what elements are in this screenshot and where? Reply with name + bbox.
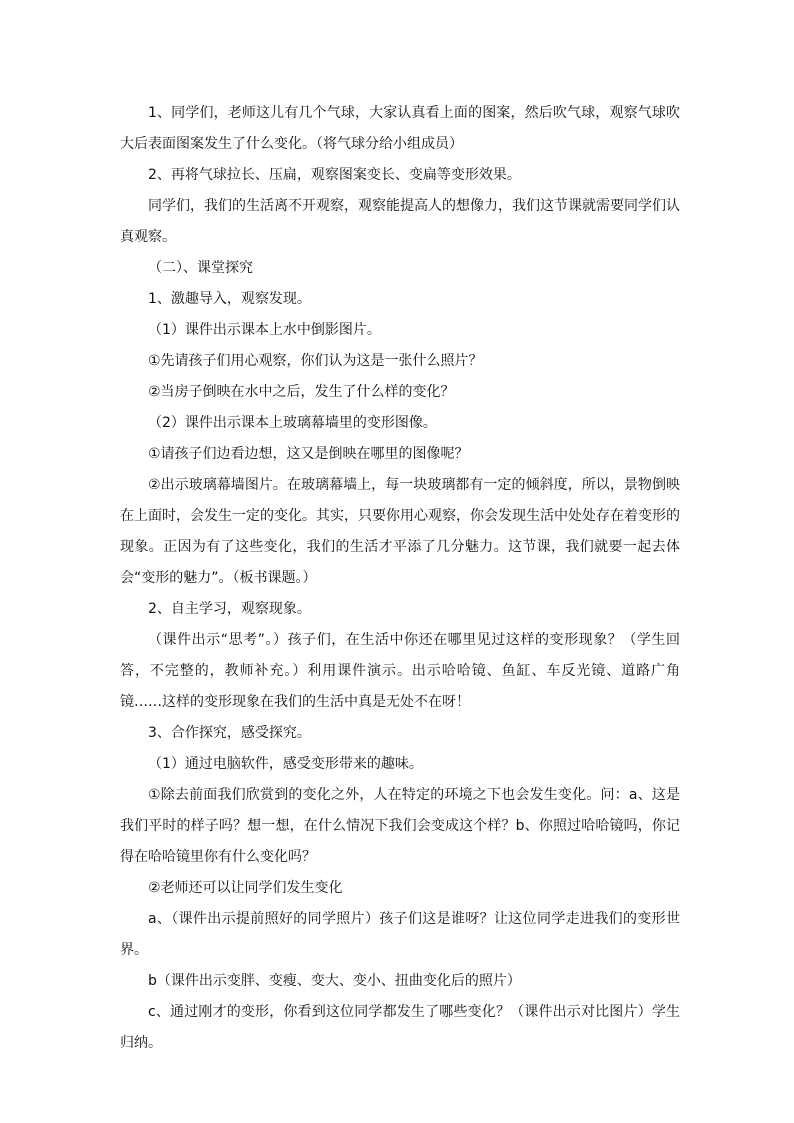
paragraph-5: 1、激趣导入，观察发现。 <box>148 291 311 307</box>
paragraph-17: ②老师还可以让同学们发生变化 <box>148 880 343 896</box>
paragraph-3: 同学们，我们的生活离不开观察，观察能提高人的想像力，我们这节课就需要同学们认真观察。 <box>120 198 680 245</box>
paragraph-18: a、（课件出示提前照好的同学照片）孩子们这是谁呀？让这位同学走进我们的变形世界。 <box>120 911 680 958</box>
document-body <box>120 98 680 1059</box>
paragraph-11: ②出示玻璃幕墙图片。在玻璃幕墙上，每一块玻璃都有一定的倾斜度，所以，景物倒映在上面时，会发生一定的变化。其实，只要你用心观察，你会发现生活中处处存在着变形的现象。正因为有了这些变化，我们的生活才平添了几分魅力。这节课，我们就要一起去体会“变形的魅力”。（板书课题。） <box>120 477 680 586</box>
paragraph-13: （课件出示“思考”。）孩子们，在生活中你还在哪里见过这样的变形现象？（学生回答，不完整的，教师补充。）利用课件演示。出示哈哈镜、鱼缸、车反光镜、道路广角镜……这样的变形现象在我们的生活中真是无处不在呀！ <box>120 632 680 710</box>
paragraph-10: ①请孩子们边看边想，这又是倒映在哪里的图像呢？ <box>148 446 469 462</box>
paragraph-8: ②当房子倒映在水中之后，发生了什么样的变化？ <box>148 384 455 400</box>
paragraph-1: 1、同学们，老师这儿有几个气球，大家认真看上面的图案，然后吹气球，观察气球吹大后表面图案发生了什么变化。（将气球分给小组成员） <box>120 105 680 152</box>
section-heading: （二）、课堂探究 <box>148 260 253 276</box>
paragraph-16: ①除去前面我们欣赏到的变化之外，人在特定的环境之下也会发生变化。问：a、这是我们平时的样子吗？想一想，在什么情况下我们会变成这个样？b、你照过哈哈镜吗，你记得在哈哈镜里你有什么变化吗？ <box>120 787 680 865</box>
paragraph-2: 2、再将气球拉长、压扁，观察图案变长、变扁等变形效果。 <box>148 167 521 183</box>
paragraph-12: 2、自主学习，观察现象。 <box>148 601 311 617</box>
paragraph-7: ①先请孩子们用心观察，你们认为这是一张什么照片？ <box>148 353 483 369</box>
paragraph-9: （2）课件出示课本上玻璃幕墙里的变形图像。 <box>148 415 437 431</box>
paragraph-14: 3、合作探究，感受探究。 <box>148 725 311 741</box>
paragraph-20: c、通过刚才的变形，你看到这位同学都发生了哪些变化？（课件出示对比图片）学生归纳。 <box>120 1004 680 1051</box>
paragraph-6: （1）课件出示课本上水中倒影图片。 <box>148 322 381 338</box>
paragraph-15: （1）通过电脑软件，感受变形带来的趣味。 <box>148 756 423 772</box>
paragraph-19: b（课件出示变胖、变瘦、变大、变小、扭曲变化后的照片） <box>148 973 521 989</box>
